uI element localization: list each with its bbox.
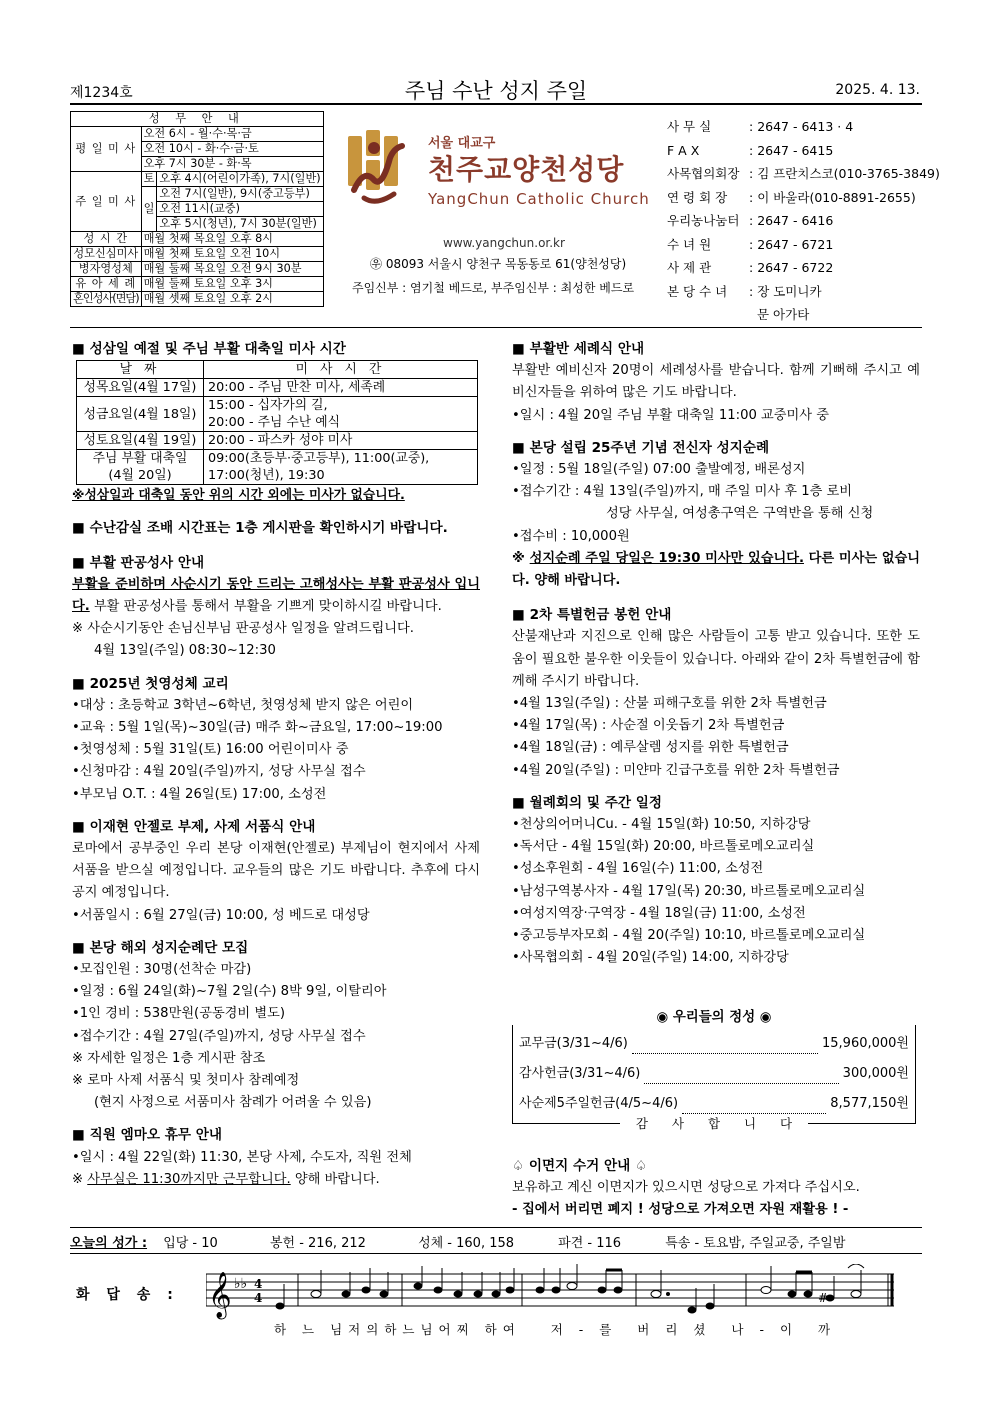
hymn-top-rule (70, 1227, 922, 1228)
baptism-title: ■ 부활반 세례식 안내 (512, 341, 645, 357)
contact-row: 수 녀 원 : 2647 - 6721 (667, 236, 834, 252)
offerings-box (512, 1016, 916, 1124)
hymn-item: 성체 - 160, 158 (418, 1236, 515, 1251)
hymn-label: 오늘의 성가 : (70, 1236, 148, 1251)
baptism-text: 부활반 예비신자 20명이 세례성사를 받습니다. 함께 기뻐해 주시고 예비신자들을 위하여 많은 기도 바랍니다. (512, 363, 920, 401)
list-item: •천상의어머니Cu. - 4월 15일(화) 10:50, 지하강당 (512, 817, 811, 833)
col-mass-time: 미 사 시 간 (204, 361, 478, 379)
mass-schedule-table (70, 111, 324, 307)
confession-text: 부활을 준비하며 사순시기 동안 드리는 고해성사는 부활 판공성사 입니다. 부활 판공성사를 통해서 부활을 기쁘게 맞이하시길 바랍니다. (72, 576, 480, 615)
sunday-mass-line: 오후 5시(청년), 7시 30분(일반) (157, 217, 323, 232)
staff-leave-note: ※ 사무실은 11:30까지만 근무합니다. 양해 바랍니다. (72, 1171, 380, 1187)
special-collection-text: 산불재난과 지진으로 인해 많은 사람들이 고통 받고 있습니다. 또한 도움이 필요한 불우한 이웃들이 있습니다. 아래와 같이 2차 특별헌금에 함께해 주시기 바랍니다. (512, 629, 920, 689)
paper-recycle-slogan: - 집에서 버리면 폐지 ! 성당으로 가져오면 자원 재활용 ! - (512, 1202, 849, 1218)
holy-week-title: ■ 성삼일 예절 및 주님 부활 대축일 미사 시간 (72, 341, 346, 357)
saturday-label: 토 (141, 172, 157, 187)
date-cell: 성토요일(4월 19일) (77, 432, 204, 450)
confession-note: ※ 사순시기동안 손님신부님 판공성사 일정을 알려드립니다. (72, 621, 414, 637)
contact-row: 본 당 수 녀 : 장 도미니카 (667, 283, 822, 299)
issue-number: 제1234호 (70, 85, 133, 101)
marian-mass-label: 성모신심미사 (71, 247, 142, 262)
list-item: •4월 13일(주일) : 산불 피해구호를 위한 2차 특별헌금 (512, 696, 827, 712)
weekday-mass-label: 평 일 미 사 (71, 127, 142, 172)
website-link[interactable]: www.yangchun.or.kr (443, 236, 565, 250)
contact-list (667, 115, 940, 327)
mass-table-caption: 성 무 안 내 (71, 112, 324, 127)
list-item: •성소후원회 - 4월 16일(수) 11:00, 소성전 (512, 861, 764, 877)
sunday-mass-line: 오전 7시(일반), 9시(중고등부) (157, 187, 323, 202)
logo-english-name: YangChun Catholic Church (428, 190, 650, 208)
left-column (72, 336, 480, 1191)
contact-row: 사 제 관 : 2647 - 6722 (667, 260, 834, 275)
ordination-title: ■ 이재현 안젤로 부제, 사제 서품식 안내 (72, 818, 316, 835)
list-item: •독서단 - 4월 15일(화) 20:00, 바르톨로메오교리실 (512, 839, 815, 855)
offerings-title: ◉ 우리들의 정성 ◉ (512, 1006, 916, 1025)
offering-row: 교무금(3/31~4/6) 15,960,000원 (519, 1029, 909, 1059)
pilgrimage-note: ※ 자세한 일정은 1층 게시판 참조 (72, 1050, 266, 1066)
time-cell: 15:00 - 십자가의 길, 20:00 - 주님 수난 예식 (204, 397, 478, 432)
paper-recycle-text: 보유하고 계신 이면지가 있으시면 성당으로 가져다 주십시오. (512, 1180, 860, 1196)
adoration-time: 매월 첫째 목요일 오후 8시 (141, 232, 323, 247)
list-item: •첫영성체 : 5월 31일(토) 16:00 어린이미사 중 (72, 742, 349, 758)
contact-row: 사목협의회장 : 김 프란치스코(010-3765-3849) (667, 166, 940, 181)
sunday-label: 일 (141, 187, 157, 232)
marriage-label: 혼인성사(면담) (71, 292, 142, 307)
offerings-thanks: 감 사 합 니 다 (512, 1114, 916, 1132)
svg-text:𝄞: 𝄞 (208, 1272, 232, 1318)
list-item: •접수기간 : 4월 27일(주일)까지, 성당 사무실 접수 (72, 1028, 366, 1044)
list-item: •신청마감 : 4월 20일(주일)까지, 성당 사무실 접수 (72, 764, 366, 780)
date-cell: 주님 부활 대축일 (4월 20일) (77, 450, 204, 485)
list-item: •서품일시 : 6월 27일(금) 10:00, 성 베드로 대성당 (72, 907, 370, 923)
col-date: 날 짜 (77, 361, 204, 379)
page-title: 주님 수난 성지 주일 (404, 79, 588, 103)
hymn-item: 특송 - 토요밤, 주일교중, 주일밤 (665, 1236, 846, 1251)
anniversary-note: ※ 성지순례 주일 당일은 19:30 미사만 있습니다. 다른 미사는 없습니다. 양해 바랍니다. (512, 550, 920, 589)
infant-baptism-label: 유 아 세 례 (71, 277, 142, 292)
marriage-time: 매월 셋째 토요일 오후 2시 (141, 292, 323, 307)
weekday-mass-line: 오전 6시 - 월·수·목·금 (141, 127, 323, 142)
hymn-list (70, 1232, 920, 1251)
paper-recycle-title: ♤ 이면지 수거 안내 ♤ (512, 1158, 648, 1174)
adoration-label: 성 시 간 (71, 232, 142, 247)
church-logo-icon (344, 128, 414, 208)
list-item: •대상 : 초등학교 3학년~6학년, 첫영성체 받지 않은 어린이 (72, 697, 414, 713)
weekday-mass-line: 오전 10시 - 화·수·금·토 (141, 142, 323, 157)
infant-baptism-time: 매월 둘째 토요일 오후 3시 (141, 277, 323, 292)
hymn-item: 파견 - 116 (558, 1236, 622, 1251)
sick-communion-time: 매월 둘째 목요일 오전 9시 30분 (141, 262, 323, 277)
date-cell: 성금요일(4월 18일) (77, 397, 204, 432)
hymn-bottom-rule (70, 1253, 922, 1254)
holy-week-note: ※성삼일과 대축일 동안 위의 시간 외에는 미사가 없습니다. (72, 488, 405, 504)
contact-row: F A X : 2647 - 6415 (667, 142, 834, 158)
top-divider (70, 327, 922, 328)
logo-church-name: 천주교양천성당 (428, 153, 625, 186)
header-rule (70, 103, 922, 105)
list-item: •4월 18일(금) : 예루살렘 성지를 위한 특별헌금 (512, 740, 789, 756)
list-item: •중고등부자모회 - 4월 20(주일) 10:10, 바르톨로메오교리실 (512, 928, 866, 944)
contact-row: 연 령 회 장 : 이 바울라(010-8891-2655) (667, 189, 916, 205)
church-address: ㉾ 08093 서울시 양천구 목동동로 61(양천성당) (370, 257, 627, 271)
priests-info: 주임신부 : 염기철 베드로, 부주임신부 : 최성한 베드로 (352, 281, 635, 295)
pilgrimage-note: (현지 사정으로 서품미사 참례가 어려울 수 있음) (94, 1095, 372, 1111)
list-item: •1인 경비 : 538만원(공동경비 별도) (72, 1006, 285, 1022)
list-item: •사목협의회 - 4월 20일(주일) 14:00, 지하강당 (512, 950, 789, 966)
svg-text:4: 4 (254, 1277, 263, 1291)
confession-schedule: 4월 13일(주일) 08:30~12:30 (94, 643, 276, 659)
sick-communion-label: 병자영성체 (71, 262, 142, 277)
offering-row: 감사헌금(3/31~4/6) 300,000원 (519, 1059, 909, 1089)
list-item: •남성구역봉사자 - 4월 17일(목) 20:30, 바르톨로메오교리실 (512, 883, 866, 899)
svg-text:4: 4 (254, 1291, 263, 1305)
staff-leave-title: ■ 직원 엠마오 휴무 안내 (72, 1127, 222, 1144)
responsorial-label: 화 답 송 : (76, 1287, 179, 1303)
list-item: 성당 사무실, 여성총구역은 구역반을 통해 신청 (606, 506, 874, 522)
time-cell: 20:00 - 파스카 성야 미사 (204, 432, 478, 450)
first-communion-title: ■ 2025년 첫영성체 교리 (72, 675, 229, 692)
list-item: •여성지역장·구역장 - 4월 18일(금) 11:00, 소성전 (512, 905, 806, 921)
list-item: •4월 20일(주일) : 미얀마 긴급구호를 위한 2차 특별헌금 (512, 762, 840, 778)
adoration-notice: ■ 수난감실 조배 시간표는 1층 게시판을 확인하시기 바랍니다. (72, 520, 448, 537)
list-item: •일정 : 5월 18일(주일) 07:00 출발예정, 배론성지 (512, 462, 806, 478)
pilgrimage-title: ■ 본당 해외 성지순례단 모집 (72, 939, 249, 956)
marian-mass-time: 매월 첫째 토요일 오전 10시 (141, 247, 323, 262)
issue-date: 2025. 4. 13. (835, 82, 920, 98)
list-item: •접수기간 : 4월 13일(주일)까지, 매 주일 미사 후 1층 로비 (512, 484, 853, 500)
date-cell: 성목요일(4월 17일) (77, 379, 204, 397)
svg-text:♭♭: ♭♭ (234, 1276, 248, 1292)
list-item: •접수비 : 10,000원 (512, 528, 630, 544)
list-item: •모집인원 : 30명(선착순 마감) (72, 962, 252, 978)
hymn-item: 입당 - 10 (163, 1236, 218, 1251)
responsorial-lyrics: 하 느 님저의하느님어찌 하여 저 - 를 버 리 셨 나 - 이 까 (274, 1322, 837, 1337)
contact-row: 문 아가타 (757, 307, 810, 322)
music-staff (206, 1264, 896, 1328)
contact-row: 우리농나눔터 : 2647 - 6416 (667, 213, 834, 228)
time-cell: 09:00(초등부·중고등부), 11:00(교중), 17:00(청년), 19:30 (204, 450, 478, 485)
contact-row: 사 무 실 : 2647 - 6413 · 4 (667, 119, 854, 134)
special-collection-title: ■ 2차 특별헌금 봉헌 안내 (512, 607, 672, 624)
list-item: •일시 : 4월 22일(화) 11:30, 본당 사제, 수도자, 직원 전체 (72, 1149, 412, 1165)
offering-row: 사순제5주일헌금(4/5~4/6) 8,577,150원 (519, 1089, 909, 1119)
paper-recycle-section (512, 1153, 920, 1222)
list-item: •4월 17일(목) : 사순절 이웃돕기 2차 특별헌금 (512, 718, 785, 734)
sunday-mass-label: 주 일 미 사 (71, 172, 142, 232)
svg-text:#: # (818, 1291, 829, 1305)
time-cell: 20:00 - 주님 만찬 미사, 세족례 (204, 379, 478, 397)
right-column (512, 336, 920, 969)
hymn-item: 봉헌 - 216, 212 (269, 1236, 366, 1251)
logo-diocese: 서울 대교구 (428, 136, 496, 151)
list-item: •교육 : 5월 1일(목)~30일(금) 매주 화~금요일, 17:00~19:00 (72, 720, 443, 736)
pilgrimage-note: ※ 로마 사제 서품식 및 첫미사 참례예정 (72, 1073, 300, 1089)
weekday-mass-line: 오후 7시 30분 - 화·목 (141, 157, 323, 172)
saturday-mass-line: 오후 4시(어린이가족), 7시(일반) (157, 172, 323, 187)
sunday-mass-line: 오전 11시(교중) (157, 202, 323, 217)
ordination-text: 로마에서 공부중인 우리 본당 이재현(안젤로) 부제님이 현지에서 사제 서품을 받으실 예정입니다. 교우들의 많은 기도 바랍니다. 추후에 다시 공지 예정입니다. (72, 841, 480, 901)
list-item: •일시 : 4월 20일 주님 부활 대축일 11:00 교중미사 중 (512, 407, 829, 423)
list-item: •부모님 O.T. : 4월 26일(토) 17:00, 소성전 (72, 786, 327, 802)
list-item: •일정 : 6월 24일(화)~7월 2일(수) 8박 9일, 이탈리아 (72, 984, 387, 1000)
anniversary-pilgrimage-title: ■ 본당 설립 25주년 기념 전신자 성지순례 (512, 439, 770, 456)
meetings-title: ■ 월례회의 및 주간 일정 (512, 794, 662, 811)
confession-title: ■ 부활 판공성사 안내 (72, 554, 205, 571)
holy-week-table (76, 360, 478, 485)
